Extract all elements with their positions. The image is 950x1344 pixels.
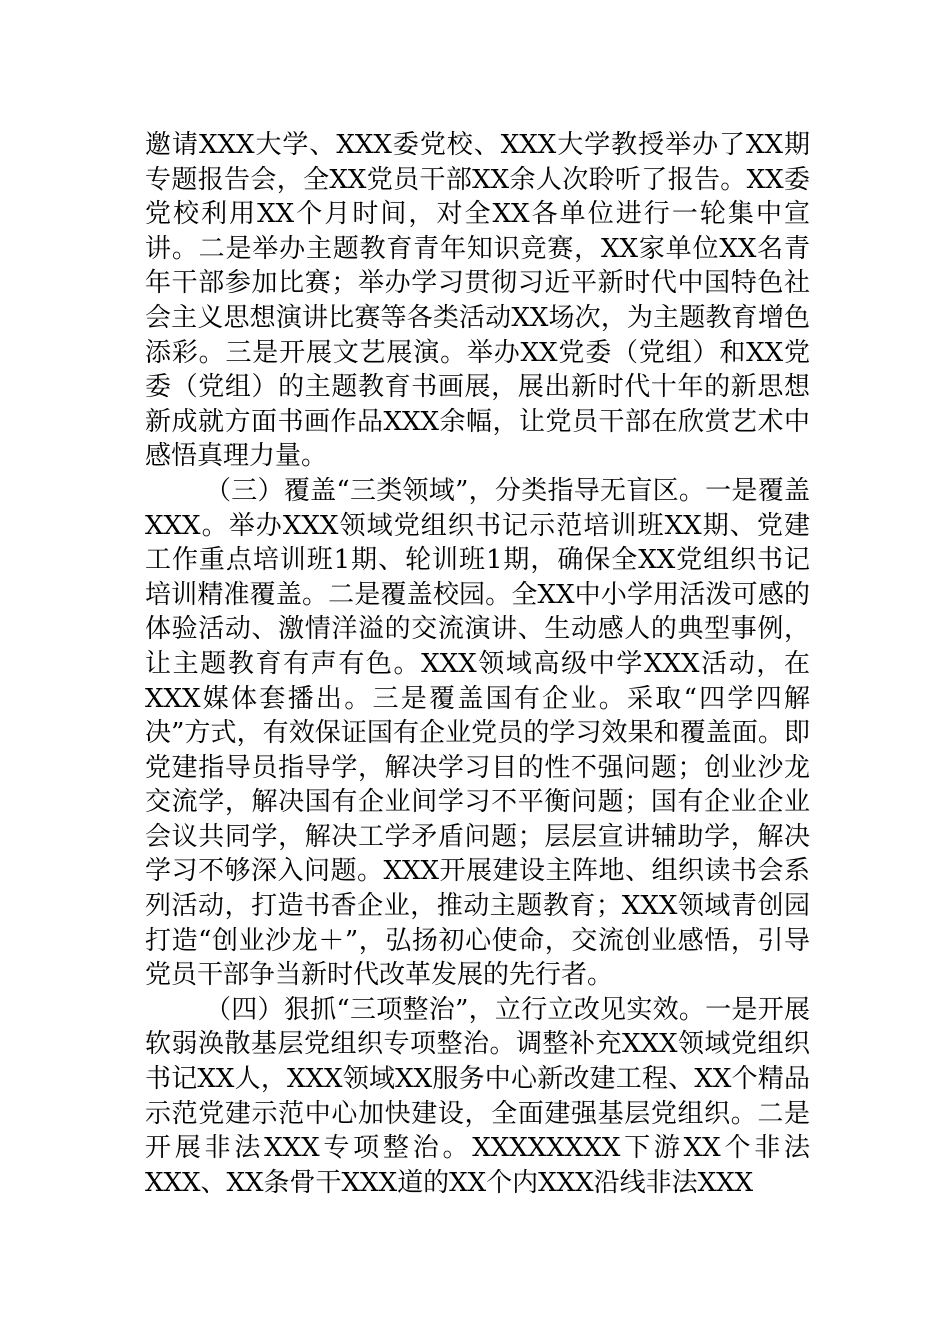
paragraph-section-four: （四）狠抓“三项整治”，立行立改见实效。一是开展软弱涣散基层党组织专项整治。调整补充XXX领域党组织书记XX人，XXX领域XX服务中心新改建工程、XX个精品示范党建示范中心加快建设，全面建强基层党组织。二是开展非法XXX专项整治。XXXXXXXX下游XX个非法XXX、XX条骨干XXX道的XX个内XXX沿线非法XXX [145,994,810,1198]
paragraph-continued: 邀请XXX大学、XXX委党校、XXX大学教授举办了XX期专题报告会，全XX党员干部XX余人次聆听了报告。XX委党校利用XX个月时间，对全XX各单位进行一轮集中宣讲。二是举办主题教育青年知识竞赛，XX家单位XX名青年干部参加比赛；举办学习贯彻习近平新时代中国特色社会主义思想演讲比赛等各类活动XX场次，为主题教育增色添彩。三是开展文艺展演。举办XX党委（党组）和XX党委（党组）的主题教育书画展，展出新时代十年的新思想新成就方面书画作品XXX余幅，让党员干部在欣赏艺术中感悟真理力量。 [145,130,810,472]
paragraph-section-three: （三）覆盖“三类领域”，分类指导无盲区。一是覆盖XXX。举办XXX领域党组织书记示范培训班XX期、党建工作重点培训班1期、轮训班1期，确保全XX党组织书记培训精准覆盖。二是覆盖校园。全XX中小学用活泼可感的体验活动、激情洋溢的交流演讲、生动感人的典型事例，让主题教育有声有色。XXX领域高级中学XXX活动，在XXX媒体套播出。三是覆盖国有企业。采取“四学四解决”方式，有效保证国有企业党员的学习效果和覆盖面。即党建指导员指导学，解决学习目的性不强问题；创业沙龙交流学，解决国有企业间学习不平衡问题；国有企业企业会议共同学，解决工学矛盾问题；层层宣讲辅助学，解决学习不够深入问题。XXX开展建设主阵地、组织读书会系列活动，打造书香企业，推动主题教育；XXX领域青创园打造“创业沙龙＋”，弘扬初心使命，交流创业感悟，引导党员干部争当新时代改革发展的先行者。 [145,475,810,991]
document-body [145,128,810,1200]
